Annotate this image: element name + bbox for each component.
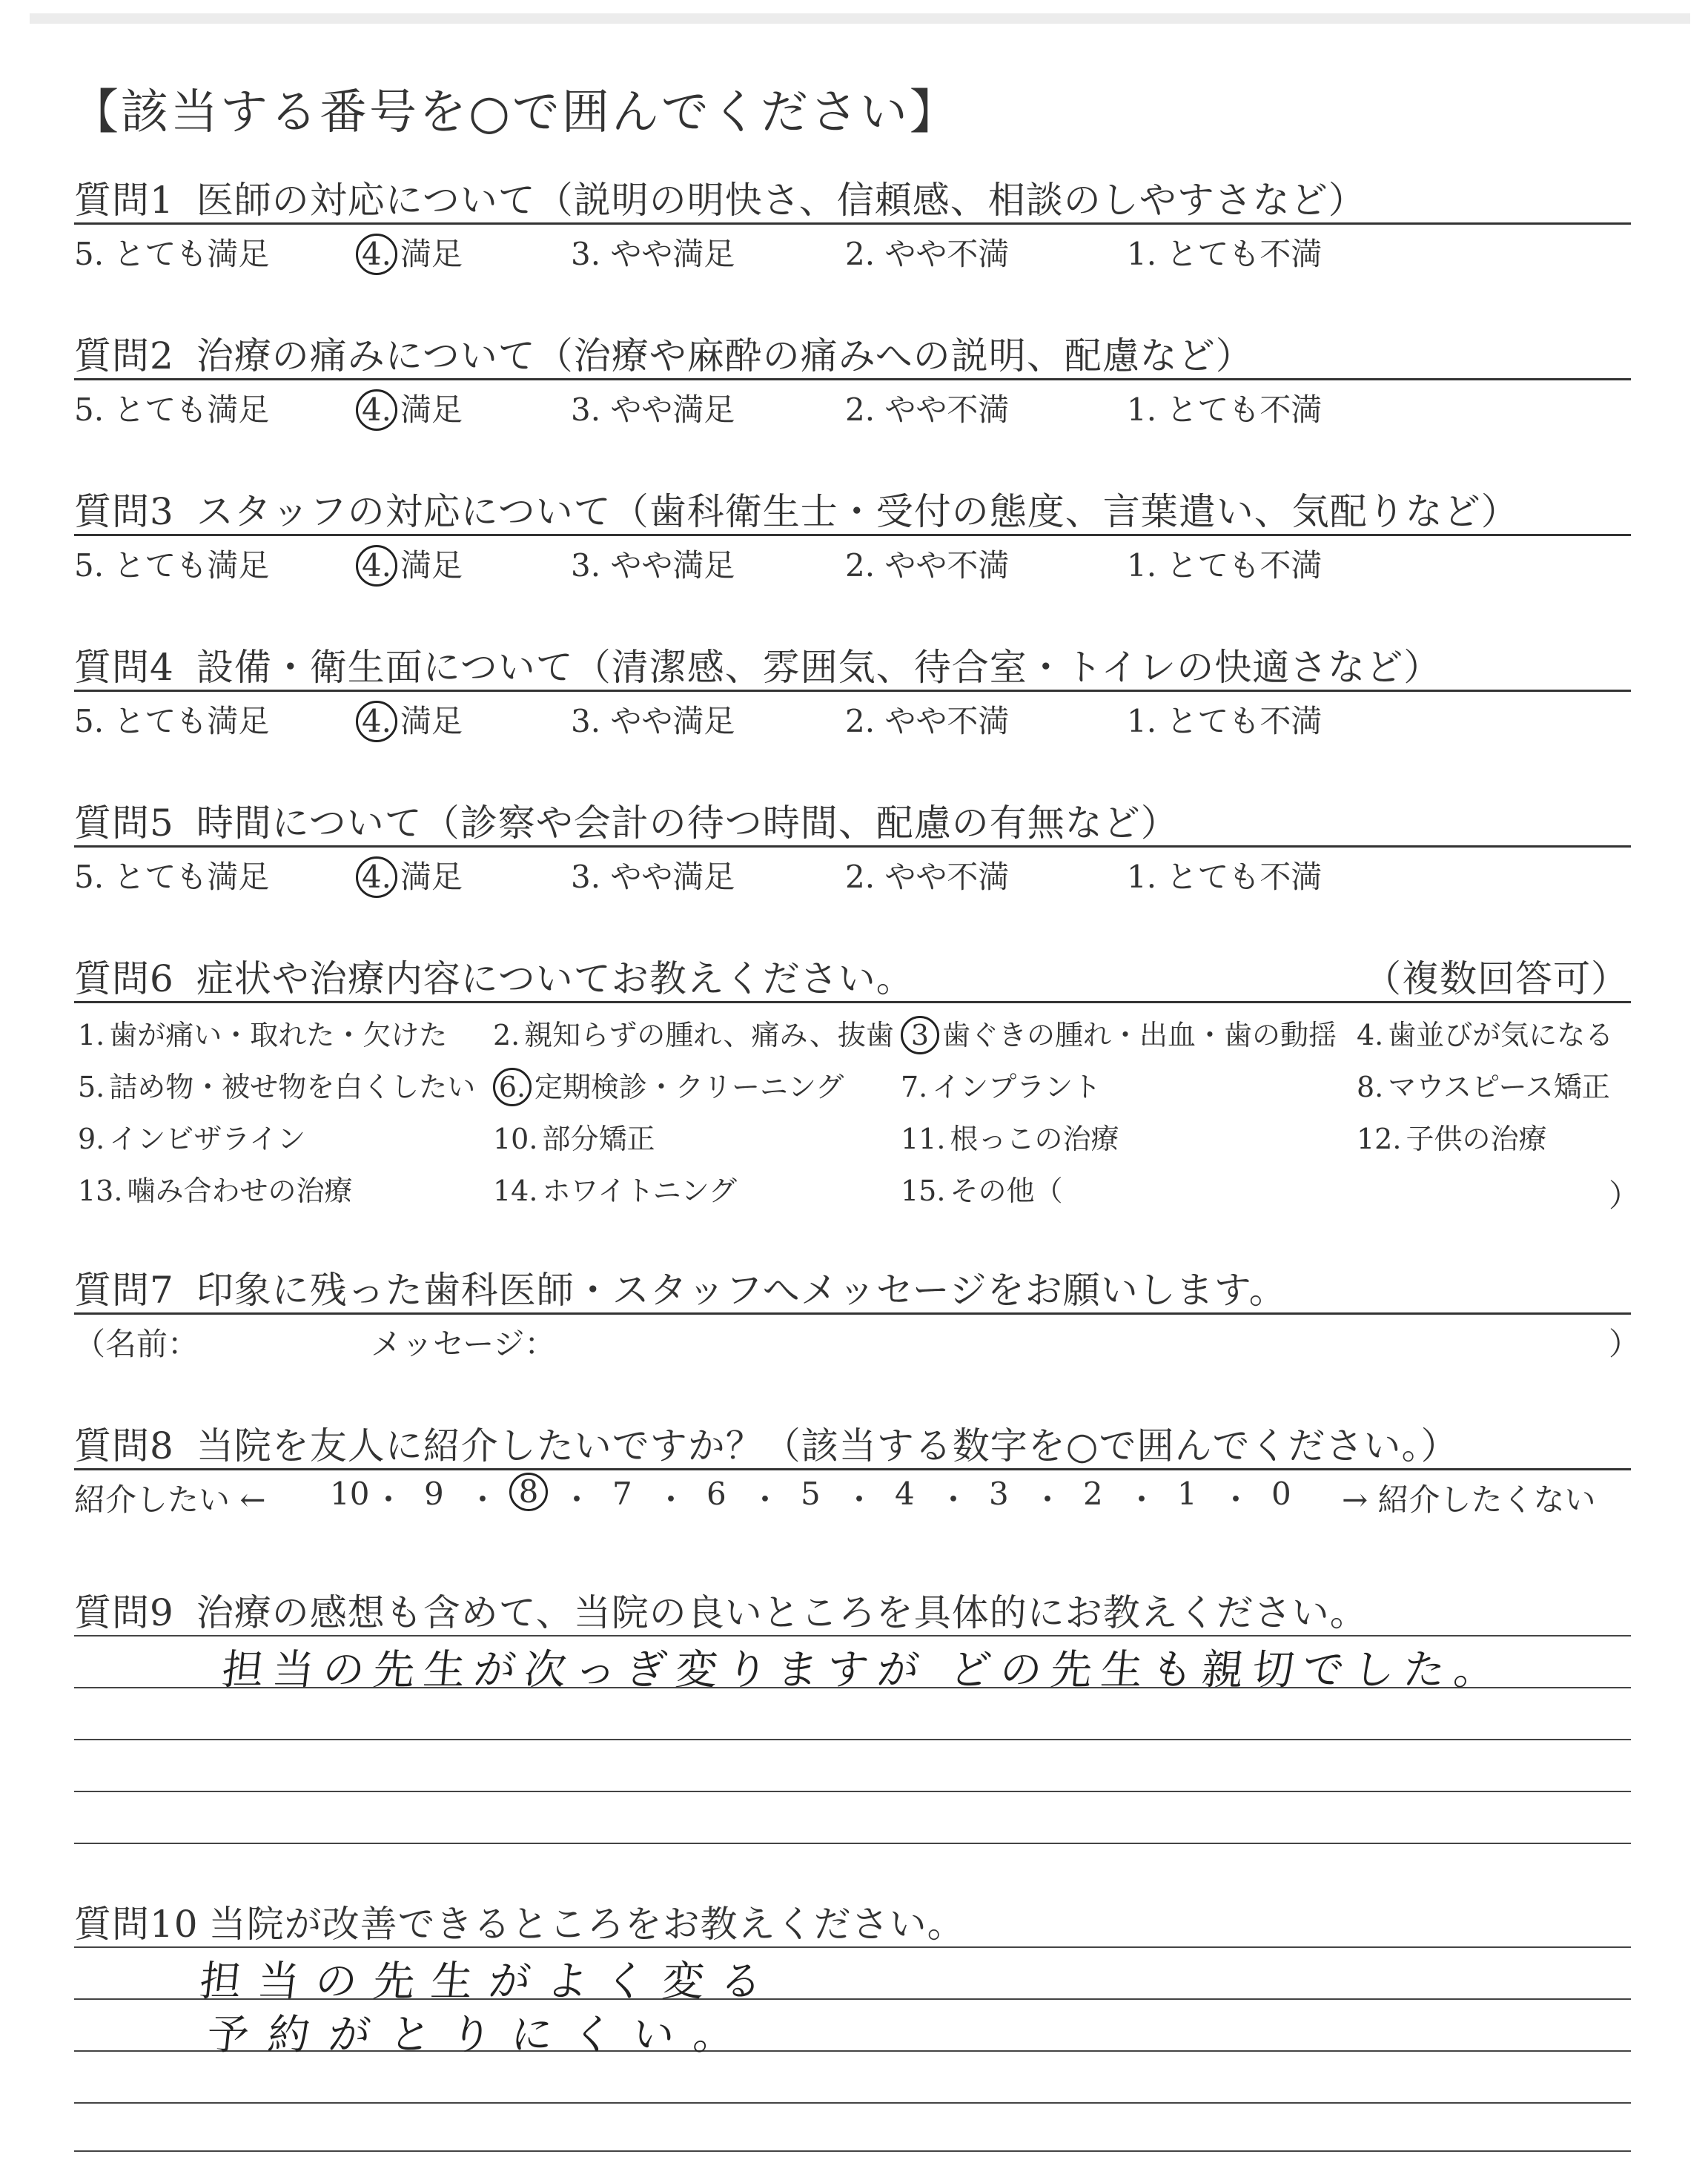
q4-option-5[interactable]: 5. とても満足 xyxy=(74,703,270,739)
q7-text: 印象に残った歯科医師・スタッフへメッセージをお願いします。 xyxy=(196,1269,1287,1312)
q3-option-4[interactable] xyxy=(356,541,463,587)
q8-scale-7[interactable]: 7 xyxy=(612,1476,632,1512)
circled-answer-mark: 3 xyxy=(901,1016,939,1054)
option-label: 歯が痛い・取れた・欠けた xyxy=(109,1019,448,1051)
q6-option-7[interactable] xyxy=(901,1064,1101,1105)
q8-separator: ・ xyxy=(1032,1482,1064,1518)
q9-number: 質問9 xyxy=(74,1591,174,1634)
q2-option-2[interactable]: 2. やや不満 xyxy=(845,392,1010,428)
q2-option-4[interactable] xyxy=(356,386,463,431)
q6-option-15[interactable] xyxy=(901,1168,1062,1209)
q2-number: 質問2 xyxy=(74,334,174,377)
q5-option-3[interactable]: 3. やや満足 xyxy=(571,859,735,895)
q2-title xyxy=(74,326,1254,380)
q8-right-label: → 紹介したくない xyxy=(1342,1482,1596,1518)
q8-left-label: 紹介したい ← xyxy=(74,1482,266,1518)
q6-option-10[interactable] xyxy=(493,1116,655,1157)
q4-rule xyxy=(74,690,1631,692)
option-label: 満足 xyxy=(400,236,463,272)
q4-text: 設備・衛生面について（清潔感、雰囲気、待合室・トイレの快適さなど） xyxy=(196,646,1442,689)
option-label: インビザライン xyxy=(109,1123,306,1155)
q8-scale-4[interactable]: 4 xyxy=(895,1476,915,1512)
q1-text: 医師の対応について（説明の明快さ、信頼感、相談のしやすさなど） xyxy=(196,179,1366,222)
option-label: マウスピース矯正 xyxy=(1388,1071,1610,1103)
q6-option-14[interactable] xyxy=(493,1168,737,1209)
q4-number: 質問4 xyxy=(74,646,174,689)
q5-option-4[interactable] xyxy=(356,853,463,898)
option-number: 5. xyxy=(78,1071,105,1103)
q1-option-5[interactable]: 5. とても満足 xyxy=(74,236,270,272)
q7-rule xyxy=(74,1312,1631,1315)
option-label: 満足 xyxy=(400,859,463,895)
q6-option-12[interactable] xyxy=(1357,1116,1546,1157)
q8-separator: ・ xyxy=(1220,1482,1252,1518)
q7-message-label: メッセージ： xyxy=(371,1326,556,1362)
q10-line xyxy=(74,2102,1631,2104)
q1-option-4[interactable] xyxy=(356,230,463,275)
q6-option-4[interactable] xyxy=(1357,1012,1613,1053)
q8-separator: ・ xyxy=(561,1482,593,1518)
q5-option-5[interactable]: 5. とても満足 xyxy=(74,859,270,895)
q4-title xyxy=(74,638,1441,691)
q8-title xyxy=(74,1416,1458,1470)
q2-rule xyxy=(74,378,1631,380)
q8-scale-8-circled[interactable]: 8 xyxy=(509,1473,548,1511)
q8-text: 当院を友人に紹介したいですか？（該当する数字を○で囲んでください。） xyxy=(196,1424,1459,1467)
q6-option-2[interactable] xyxy=(493,1012,894,1053)
q4-option-2[interactable]: 2. やや不満 xyxy=(845,703,1010,739)
q6-note: （複数回答可） xyxy=(1364,957,1629,1000)
q10-text: 当院が改善できるところをお教えください。 xyxy=(208,1903,965,1946)
q7-close-paren: ） xyxy=(1609,1326,1641,1362)
option-label: 子供の治療 xyxy=(1406,1123,1547,1155)
q7-title xyxy=(74,1261,1287,1314)
q5-option-1[interactable]: 1. とても不満 xyxy=(1127,859,1323,895)
option-number: 14. xyxy=(493,1175,538,1207)
option-number: 8. xyxy=(1357,1071,1384,1103)
q3-option-2[interactable]: 2. やや不満 xyxy=(845,547,1010,584)
option-label: その他（ xyxy=(950,1175,1063,1207)
option-number: 4. xyxy=(1357,1019,1384,1051)
option-label: ホワイトニング xyxy=(542,1175,738,1207)
q1-option-1[interactable]: 1. とても不満 xyxy=(1127,236,1323,272)
q6-rule xyxy=(74,1001,1631,1003)
q6-other-close-paren: ） xyxy=(1609,1178,1641,1214)
page-heading: 【該当する番号を○で囲んでください】 xyxy=(71,85,959,140)
option-label: 根っこの治療 xyxy=(950,1123,1119,1155)
q9-handwritten-answer: 担当の先生が次っぎ変りますが どの先生も親切でした。 xyxy=(219,1646,1507,1694)
q6-option-11[interactable] xyxy=(901,1116,1119,1157)
circled-answer-mark: 6. xyxy=(493,1068,532,1106)
q4-option-1[interactable]: 1. とても不満 xyxy=(1127,703,1323,739)
q1-option-2[interactable]: 2. やや不満 xyxy=(845,236,1010,272)
option-number: 7. xyxy=(901,1071,928,1103)
option-number: 12. xyxy=(1357,1123,1402,1155)
q8-separator: ・ xyxy=(655,1482,687,1518)
q8-scale-3[interactable]: 3 xyxy=(989,1476,1009,1512)
q10-number: 質問10 xyxy=(74,1903,199,1946)
q2-option-1[interactable]: 1. とても不満 xyxy=(1127,392,1323,428)
q9-line xyxy=(74,1791,1631,1792)
q6-option-9[interactable] xyxy=(78,1116,305,1157)
option-label: 歯並びが気になる xyxy=(1388,1019,1614,1051)
q6-title xyxy=(74,949,914,1003)
q6-number: 質問6 xyxy=(74,957,174,1000)
q8-rule xyxy=(74,1468,1631,1470)
scan-top-edge xyxy=(30,13,1690,24)
q1-rule xyxy=(74,222,1631,225)
option-label: 親知らずの腫れ、痛み、抜歯 xyxy=(524,1019,894,1051)
q3-title xyxy=(74,482,1519,535)
q8-separator: ・ xyxy=(1126,1482,1158,1518)
q1-title xyxy=(74,171,1366,224)
q7-name-label: （名前： xyxy=(74,1326,199,1362)
q6-option-6[interactable] xyxy=(493,1064,844,1106)
q1-number: 質問1 xyxy=(74,179,174,222)
q5-number: 質問5 xyxy=(74,802,174,845)
q3-option-1[interactable]: 1. とても不満 xyxy=(1127,547,1323,584)
q3-rule xyxy=(74,534,1631,536)
q10-handwritten-answer-2: 予約がとりにくい。 xyxy=(205,2011,757,2059)
q3-number: 質問3 xyxy=(74,490,174,533)
q6-text: 症状や治療内容についてお教えください。 xyxy=(196,957,914,1000)
q8-scale-2[interactable]: 2 xyxy=(1083,1476,1103,1512)
q6-option-1[interactable] xyxy=(78,1012,447,1053)
q6-option-13[interactable] xyxy=(78,1168,352,1209)
q5-option-2[interactable]: 2. やや不満 xyxy=(845,859,1010,895)
q8-scale-6[interactable]: 6 xyxy=(706,1476,726,1512)
circled-answer-mark: 4. xyxy=(356,701,397,742)
q5-title xyxy=(74,793,1179,847)
q6-option-5[interactable] xyxy=(78,1064,475,1105)
q10-handwritten-answer-1: 担当の先生がよく変る xyxy=(197,1958,781,2006)
q10-line xyxy=(74,1946,1631,1948)
circled-answer-mark: 4. xyxy=(356,856,397,898)
q3-option-3[interactable]: 3. やや満足 xyxy=(571,547,735,584)
q9-title xyxy=(74,1583,1368,1636)
q8-scale-5[interactable]: 5 xyxy=(801,1476,821,1512)
q5-text: 時間について（診察や会計の待つ時間、配慮の有無など） xyxy=(196,802,1179,845)
q4-option-3[interactable]: 3. やや満足 xyxy=(571,703,735,739)
option-label: 定期検診・クリーニング xyxy=(534,1071,844,1103)
q6-option-3[interactable] xyxy=(901,1012,1337,1054)
option-label: 噛み合わせの治療 xyxy=(127,1175,353,1207)
q8-separator: ・ xyxy=(938,1482,970,1518)
option-number: 1. xyxy=(78,1019,105,1051)
q3-text: スタッフの対応について（歯科衛生士・受付の態度、言葉遣い、気配りなど） xyxy=(196,490,1519,533)
q8-separator: ・ xyxy=(844,1482,875,1518)
option-label: 詰め物・被せ物を白くしたい xyxy=(109,1071,476,1103)
option-number: 13. xyxy=(78,1175,123,1207)
q1-option-3[interactable]: 3. やや満足 xyxy=(571,236,735,272)
q8-scale-10[interactable]: 10 xyxy=(330,1476,370,1512)
option-label: インプラント xyxy=(932,1071,1102,1103)
q8-scale-1[interactable]: 1 xyxy=(1177,1476,1197,1512)
option-label: 部分矯正 xyxy=(542,1123,655,1155)
q2-text: 治療の痛みについて（治療や麻酔の痛みへの説明、配慮など） xyxy=(196,334,1254,377)
q8-separator: ・ xyxy=(467,1482,499,1518)
q9-text: 治療の感想も含めて、当院の良いところを具体的にお教えください。 xyxy=(196,1591,1368,1634)
q8-separator: ・ xyxy=(749,1482,781,1518)
option-number: 9. xyxy=(78,1123,105,1155)
q4-option-4[interactable] xyxy=(356,697,463,742)
q2-option-5[interactable]: 5. とても満足 xyxy=(74,392,270,428)
q9-line xyxy=(74,1739,1631,1740)
q7-number: 質問7 xyxy=(74,1269,174,1312)
q10-title xyxy=(74,1895,965,1948)
option-label: 満足 xyxy=(400,547,463,584)
option-number: 2. xyxy=(493,1019,520,1051)
option-number: 11. xyxy=(901,1123,946,1155)
q9-line xyxy=(74,1843,1631,1844)
option-number: 15. xyxy=(901,1175,946,1207)
q8-scale-9[interactable]: 9 xyxy=(424,1476,444,1512)
option-label: 満足 xyxy=(400,392,463,428)
option-label: 満足 xyxy=(400,703,463,739)
option-number: 10. xyxy=(493,1123,538,1155)
q6-option-8[interactable] xyxy=(1357,1064,1610,1105)
q2-option-3[interactable]: 3. やや満足 xyxy=(571,392,735,428)
q3-option-5[interactable]: 5. とても満足 xyxy=(74,547,270,584)
q5-rule xyxy=(74,845,1631,848)
q9-line xyxy=(74,1635,1631,1636)
circled-answer-mark: 4. xyxy=(356,545,397,587)
circled-answer-mark: 4. xyxy=(356,234,397,275)
q8-separator: ・ xyxy=(373,1482,405,1518)
q8-scale-0[interactable]: 0 xyxy=(1271,1476,1291,1512)
option-label: 歯ぐきの腫れ・出血・歯の動揺 xyxy=(942,1019,1337,1051)
q8-number: 質問8 xyxy=(74,1424,174,1467)
q10-line xyxy=(74,2150,1631,2152)
circled-answer-mark: 4. xyxy=(356,389,397,431)
